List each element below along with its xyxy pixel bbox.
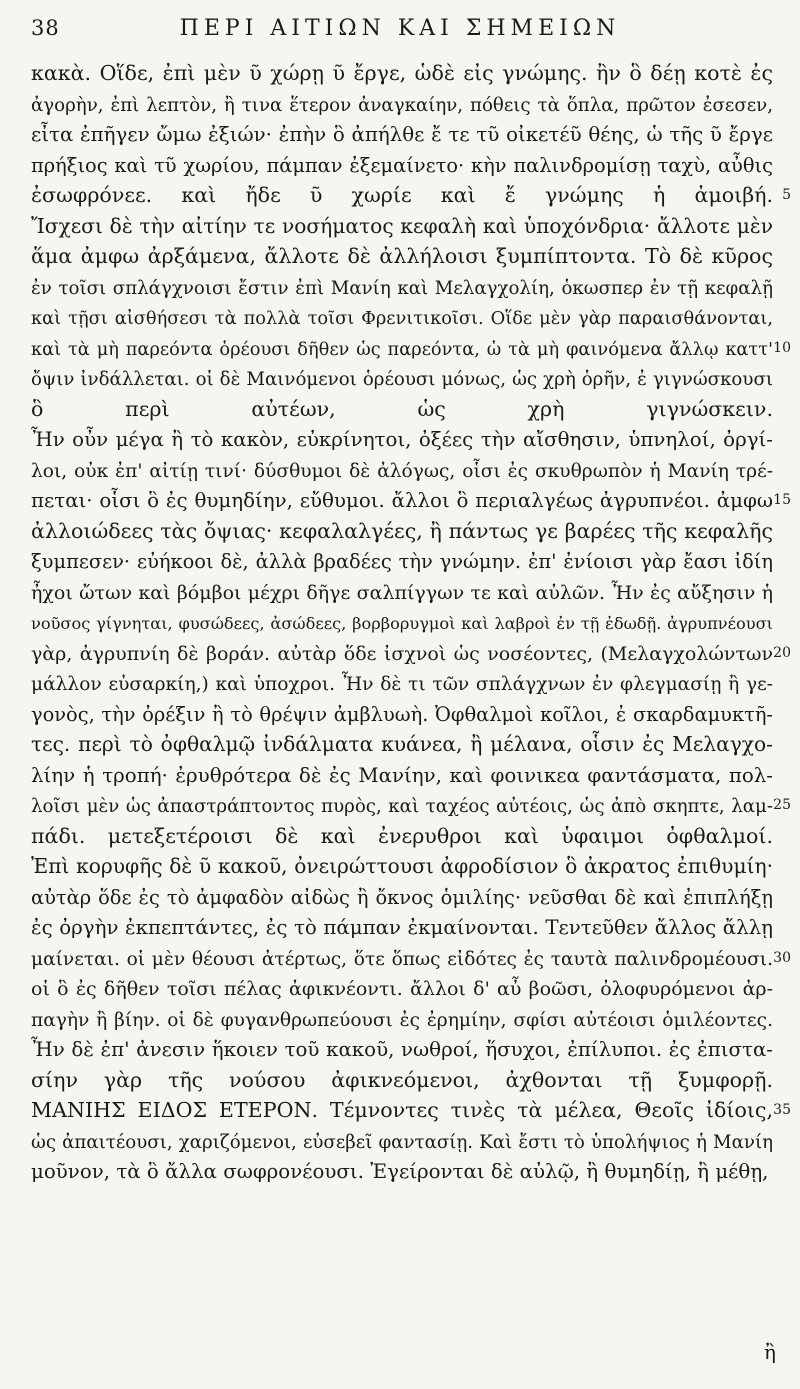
- line-text: ὄψιν ἰνδάλλεται. οἱ δὲ Μαινόμενοι ὁρέουσι μόνως, ὡς χρὴ ὁρῆν, ἐ γιγνώσκουσι: [31, 369, 773, 390]
- line-text: τες. περὶ τὸ ὀφθαλμῷ ἰνδάλματα κυάνεα, ἢ μέλανα, οἷσιν ἐς Μελαγχο-: [31, 732, 773, 756]
- line-text: παγὴν ἢ βίην. οἱ δὲ φυγανθρωπεύουσι ἐς ἐρημίην, σφίσι αὐτέοισι ὁμιλέοντες.: [31, 1009, 773, 1031]
- text-line: [31, 180, 791, 211]
- text-line: [31, 1065, 773, 1096]
- text-line: [31, 760, 773, 791]
- line-text: μαίνεται. οἱ μὲν θέουσι ἀτέρτως, ὅτε ὅπως εἰδότες ἐς ταυτὰ παλινδρομέουσι.: [31, 948, 773, 970]
- text-line: [31, 394, 773, 425]
- line-text: καὶ τῇσι αἰσθήσεσι τὰ πολλὰ τοῖσι Φρενιτικοῖσι. Οἵδε μὲν γὰρ παραισθάνονται,: [31, 308, 773, 329]
- text-line: [31, 790, 791, 821]
- line-text: ἀγορὴν, ἐπὶ λεπτὸν, ἢ τινα ἕτερον ἀναγκαίην, πόθεις τὰ ὅπλα, πρῶτον ἐσεσεν,: [31, 94, 773, 116]
- text-line: [31, 333, 791, 364]
- line-text: καὶ τὰ μὴ παρεόντα ὁρέουσι δῆθεν ὡς παρεόντα, ὡ τὰ μὴ φαινόμενα ἄλλῳ καττ': [31, 338, 773, 360]
- line-text: σίην γὰρ τῆς νούσου ἀφικνεόμενοι, ἀχθονται τῇ ξυμφορῇ.: [31, 1067, 773, 1092]
- text-line: [31, 58, 773, 89]
- line-text: ΜΑΝΙΗΣ ΕΙΔΟΣ ΕΤΕΡΟΝ. Τέμνοντες τινὲς τὰ μέλεα, Θεοῖς ἰδίοις,: [31, 1098, 773, 1122]
- line-text: λοι, οὐκ ἐπ' αἰτίῃ τινί· δύσθυμοι δὲ ἀλόγως, οἷσι ἐς σκυθρωπὸν ἡ Μανίη τρέ-: [31, 460, 773, 482]
- text-line: [31, 912, 773, 943]
- text-line: [31, 973, 773, 1004]
- text-line: [31, 577, 773, 608]
- line-number: 25: [773, 797, 791, 813]
- text-line: [31, 1126, 773, 1157]
- line-text: Ἴσχεσι δὲ τὴν αἰτίην τε νοσήματος κεφαλὴ καὶ ὑποχόνδρια· ἄλλοτε μὲν: [31, 213, 773, 238]
- line-text: ἐσωφρόνεε. καὶ ἤδε ῦ χωρίε καὶ ἔ γνώμης ἡ ἀμοιβή.: [31, 183, 773, 207]
- body-text: [31, 58, 791, 1187]
- text-line: [31, 211, 773, 242]
- text-line: [31, 424, 773, 455]
- text-line: [31, 638, 791, 669]
- line-text: πεται· οἷσι ὃ ἐς θυμηδίην, εὔθυμοι. ἄλλοι ὃ περιαλγέως ἀγρυπνέοι. ἀμφω: [31, 489, 773, 512]
- text-line: [31, 516, 773, 547]
- text-line: [31, 241, 773, 272]
- text-line: [31, 882, 773, 913]
- line-text: ὃ περὶ αὐτέων, ὡς χρὴ γιγνώσκειν.: [31, 396, 773, 421]
- line-text: ἀλλοιώδεες τὰς ὄψιας· κεφαλαλγέες, ἢ πάντως γε βαρέες τῆς κεφαλῆς: [31, 518, 773, 543]
- line-number: 15: [773, 492, 791, 508]
- line-number: 35: [773, 1102, 791, 1118]
- text-line: [31, 607, 773, 638]
- text-line: [31, 699, 773, 730]
- text-line: [31, 1034, 773, 1065]
- text-line: [31, 668, 773, 699]
- line-text: ἦχοι ὤτων καὶ βόμβοι μέχρι δῆγε σαλπίγγων τε καὶ αὐλῶν. Ἦν ἐς αὔξησιν ἡ: [31, 581, 773, 604]
- line-text: νοῦσος γίγνηται, φυσώδεες, ἀσώδεες, βορβορυγμοὶ καὶ λαβροὶ ἐν τῇ ἐδωδῇ. ἀγρυπνέουσι: [31, 614, 773, 633]
- line-text: οἱ ὃ ἐς δῆθεν τοῖσι πέλας ἀφικνέοντι. ἄλλοι δ' αὖ βοῶσι, ὀλοφυρόμενοι ἀρ-: [31, 978, 773, 1000]
- page-header: [0, 16, 800, 52]
- text-line: [31, 821, 773, 852]
- text-line: [31, 272, 773, 303]
- text-line: [31, 150, 773, 181]
- line-text: κακὰ. Οἵδε, ἐπὶ μὲν ῦ χώρῃ ῦ ἔργε, ὡδὲ εἰς γνώμης. ἢν ὃ δέῃ κοτὲ ἐς: [31, 61, 773, 85]
- line-text: μοῦνον, τὰ ὃ ἄλλα σωφρονέουσι. Ἐγείρονται δὲ αὐλῷ, ἢ θυμηδίῃ, ἢ μέθῃ,: [31, 1160, 769, 1183]
- text-line: [31, 119, 773, 150]
- text-line: [31, 302, 773, 333]
- line-text: ἅμα ἀμφω ἀρξάμενα, ἄλλοτε δὲ ἀλλήλοισι ξυμπίπτοντα. Τὸ δὲ κῦρος: [31, 244, 773, 268]
- text-line: [31, 455, 773, 486]
- line-text: ξυμπεσεν· εὐήκοοι δὲ, ἀλλὰ βραδέες τὴν γνώμην. ἐπ' ἐνίοισι γὰρ ἔασι ἰδίη: [31, 550, 773, 573]
- page-number: 38: [31, 16, 60, 40]
- line-text: ὡς ἀπαιτέουσι, χαριζόμενοι, εὐσεβεῖ φαντασίῃ. Καὶ ἔστι τὸ ὑπολήψιος ἡ Μανίη: [31, 1131, 773, 1153]
- line-text: ἐς ὀργὴν ἐκπεπτάντες, ἐς τὸ πάμπαν ἐκμαίνονται. Τεντεῦθεν ἄλλος ἄλλῃ: [31, 916, 773, 939]
- line-text: λοῖσι μὲν ὡς ἀπαστράπτοντος πυρὸς, καὶ ταχέος αὐτέοις, ὡς ἀπὸ σκηπτε, λαμ-: [31, 796, 773, 817]
- line-text: ἐν τοῖσι σπλάγχνοισι ἔστιν ἐπὶ Μανίη καὶ Μελαγχολίη, ὁκωσπερ ἐν τῇ κεφαλῇ: [31, 277, 773, 299]
- line-text: γὰρ, ἀγρυπνίη δὲ βοράν. αὐτὰρ ὅδε ἰσχνοὶ ὡς νοσέοντες, (Μελαγχολώντων: [31, 642, 773, 665]
- line-text: γονὸς, τὴν ὀρέξιν ἢ τὸ θρέψιν ἀμβλυωὴ. Ὀφθαλμοὶ κοῖλοι, ἐ σκαρδαμυκτῆ-: [31, 702, 773, 726]
- text-line: [31, 943, 791, 974]
- text-line: [31, 89, 773, 120]
- text-line: [31, 1095, 791, 1126]
- line-text: αὐτὰρ ὅδε ἐς τὸ ἀμφαδὸν αἰδὼς ἢ ὄκνος ὁμιλίης· νεῦσθαι δὲ καὶ ἐπιπλήξῃ: [31, 885, 773, 909]
- line-text: Ἦν οὖν μέγα ἢ τὸ κακὸν, εὐκρίνητοι, ὀξέες τὴν αἴσθησιν, ὑπνηλοί, ὀργί-: [31, 428, 773, 451]
- text-line: [31, 546, 773, 577]
- catchword: ἢ: [764, 1340, 776, 1364]
- line-text: μάλλον εὐσαρκίη,) καὶ ὑποχροι. Ἦν δὲ τι τῶν σπλάγχνων ἐν φλεγμασίῃ ἢ γε-: [31, 674, 773, 695]
- line-text: πάδι. μετεξετέροισι δὲ καὶ ἐνερυθροι καὶ ὑφαιμοι ὀφθαλμοί.: [31, 823, 773, 848]
- text-line: [31, 485, 791, 516]
- text-line: [31, 1156, 773, 1187]
- line-number: 5: [782, 187, 791, 203]
- text-line: [31, 1004, 773, 1035]
- line-number: 20: [773, 644, 791, 661]
- text-line: [31, 851, 773, 882]
- running-head: ΠΕΡΙ ΑΙΤΙΩΝ ΚΑΙ ΣΗΜΕΙΩΝ: [179, 16, 621, 41]
- text-line: [31, 729, 773, 760]
- line-text: Ἦν δὲ ἐπ' ἀνεσιν ἥκοιεν τοῦ κακοῦ, νωθροί, ἥσυχοι, ἐπίλυποι. ἐς ἐπιστα-: [31, 1038, 773, 1061]
- line-text: πρήξιος καὶ τῦ χωρίου, πάμπαν ἐξεμαίνετο· κὴν παλινδρομίσῃ ταχὺ, αὖθις: [31, 153, 773, 177]
- text-line: [31, 363, 773, 394]
- line-text: Ἐπὶ κορυφῆς δὲ ῦ κακοῦ, ὀνειρώττουσι ἀφροδίσιον ὃ ἀκρατος ἐπιθυμίη·: [31, 854, 773, 878]
- line-number: 10: [773, 339, 791, 356]
- line-number: 30: [773, 949, 791, 966]
- line-text: λίην ἡ τροπή· ἐρυθρότερα δὲ ἐς Μανίην, καὶ φοινικεα φαντάσματα, πολ-: [31, 763, 773, 787]
- line-text: εἶτα ἐπῆγεν ὤμω ἐξιών· ἐπὴν ὃ ἀπήλθε ἔ τε τῦ οἰκετέῦ θέης, ὡ τῆς ῦ ἔργε: [31, 123, 773, 146]
